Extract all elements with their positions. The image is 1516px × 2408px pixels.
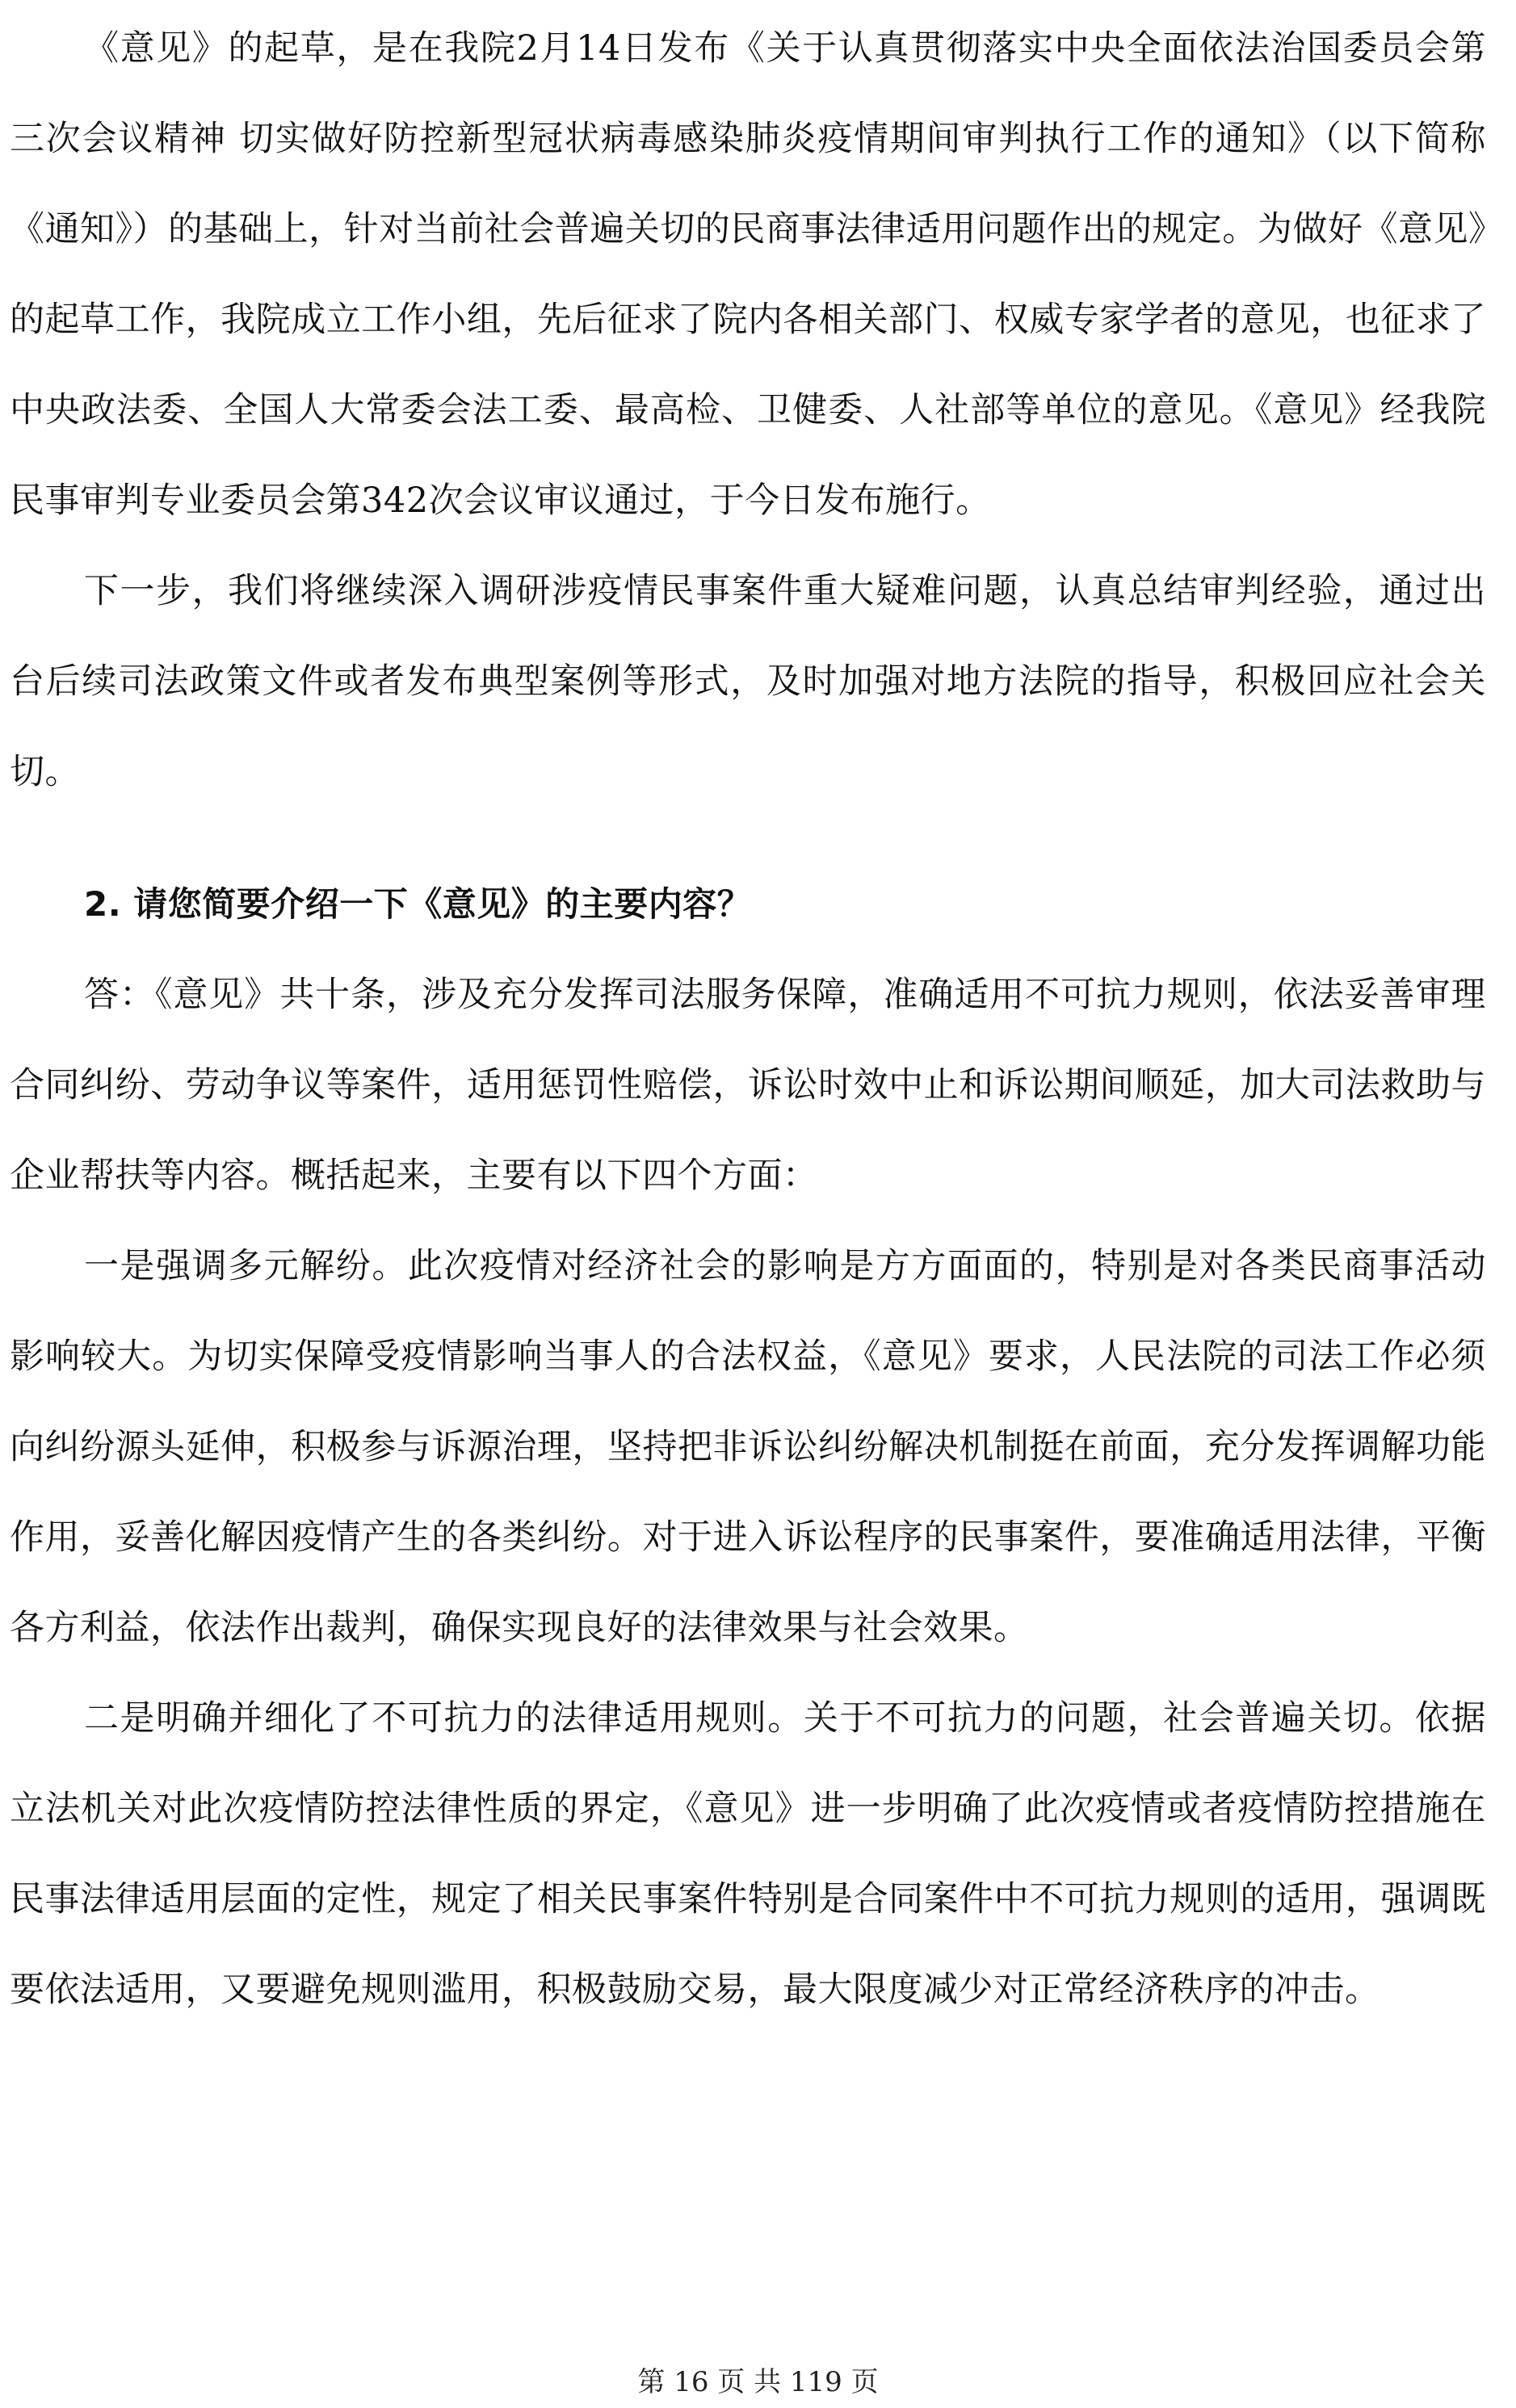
paragraph-point-one: 一是强调多元解纷。此次疫情对经济社会的影响是方方面面的，特别是对各类民商事活动影响较大。为切实保障受疫情影响当事人的合法权益，《意见》要求，人民法院的司法工作必须向纠纷源头延伸，积极参与诉源治理，坚持把非诉讼纠纷解决机制挺在前面，充分发挥调解功能作用，妥善化解因疫情产生的各类纠纷。对于进入诉讼程序的民事案件，要准确适用法律，平衡各方利益，依法作出裁判，确保实现良好的法律效果与社会效果。 — [10, 1246, 1486, 1648]
document-body — [10, 3, 1486, 2035]
paragraph-next-steps: 下一步，我们将继续深入调研涉疫情民事案件重大疑难问题，认真总结审判经验，通过出台后续司法政策文件或者发布典型案例等形式，及时加强对地方法院的指导，积极回应社会关切。 — [10, 571, 1486, 792]
question-heading: 2. 请您简要介绍一下《意见》的主要内容？ — [84, 884, 752, 924]
paragraph-drafting-background: 《意见》的起草，是在我院2月14日发布《关于认真贯彻落实中央全面依法治国委员会第三次会议精神 切实做好防控新型冠状病毒感染肺炎疫情期间审判执行工作的通知》（以下简称《通知》）的基础上，针对当前社会普遍关切的民商事法律适用问题作出的规定。为做好《意见》的起草工作，我院成立工作小组，先后征求了院内各相关部门、权威专家学者的意见，也征求了中央政法委、全国人大常委会法工委、最高检、卫健委、人社部等单位的意见。《意见》经我院民事审判专业委员会第342次会议审议通过，于今日发布施行。 — [10, 28, 1486, 521]
paragraph-answer-summary: 答：《意见》共十条，涉及充分发挥司法服务保障，准确适用不可抗力规则，依法妥善审理合同纠纷、劳动争议等案件，适用惩罚性赔偿，诉讼时效中止和诉讼期间顺延，加大司法救助与企业帮扶等内容。概括起来，主要有以下四个方面： — [10, 975, 1486, 1196]
paragraph-point-two: 二是明确并细化了不可抗力的法律适用规则。关于不可抗力的问题，社会普遍关切。依据立法机关对此次疫情防控法律性质的界定，《意见》进一步明确了此次疫情或者疫情防控措施在民事法律适用层面的定性，规定了相关民事案件特别是合同案件中不可抗力规则的适用，强调既要依法适用，又要避免规则滥用，积极鼓励交易，最大限度减少对正常经济秩序的冲击。 — [10, 1698, 1486, 2010]
page-number-footer: 第 16 页 共 119 页 — [637, 2366, 879, 2398]
